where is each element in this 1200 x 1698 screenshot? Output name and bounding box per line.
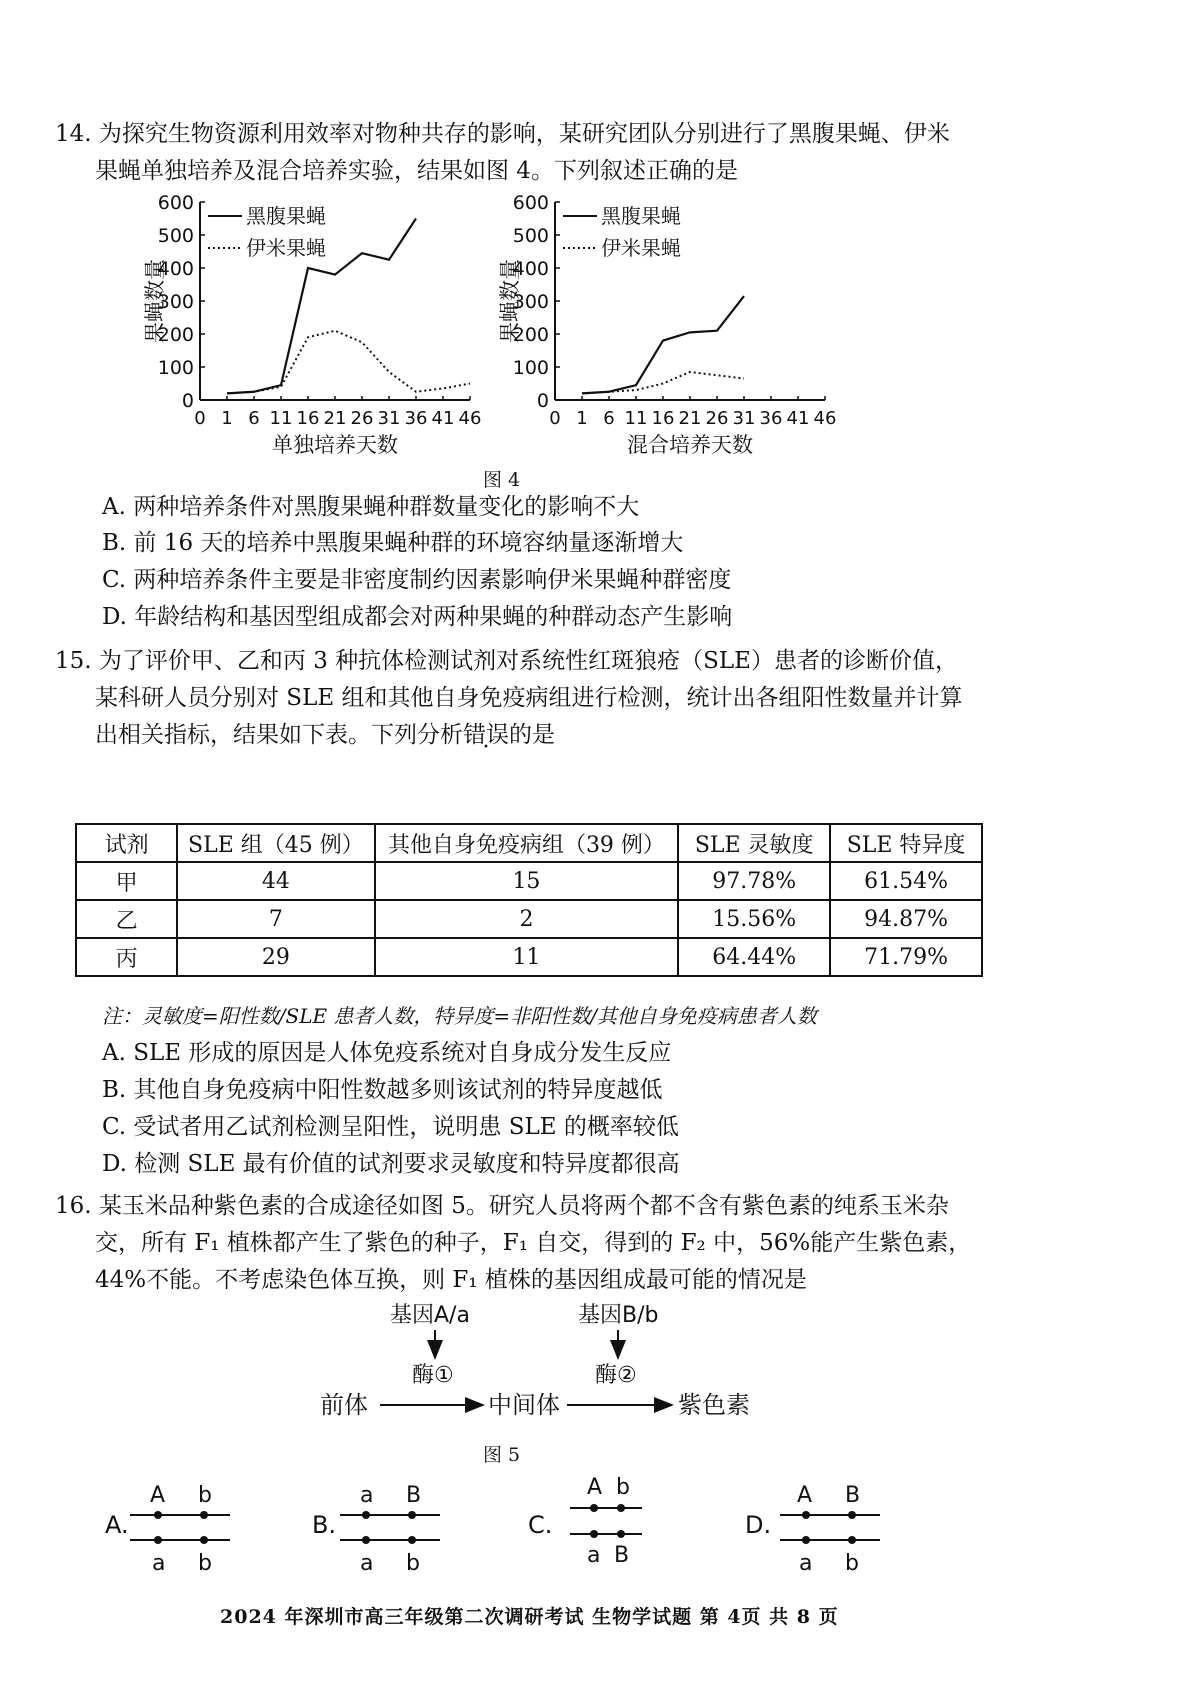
y-axis-label: 果蝇数量: [498, 259, 522, 343]
y-axis-label: 果蝇数量: [143, 259, 167, 343]
choice-a-bottom-2: b: [198, 1551, 212, 1576]
table-header: SLE 特异度: [830, 824, 982, 862]
y-tick-label: 400: [157, 258, 194, 280]
y-tick-label: 200: [157, 324, 194, 346]
chromosome-choices: [100, 1470, 960, 1580]
x-tick-label: 1: [576, 408, 588, 429]
x-tick-label: 26: [350, 408, 374, 429]
q15-stem-line2: 某科研人员分别对 SLE 组和其他自身免疫病组进行检测，统计出各组阳性数量并计算: [95, 685, 963, 711]
q14-option-a: A. 两种培养条件对黑腹果蝇种群数量变化的影响不大: [102, 494, 640, 520]
y-tick-label: 500: [512, 225, 549, 247]
choice-d-label: D.: [745, 1511, 772, 1539]
x-tick-label: 1: [221, 408, 233, 429]
q16-stem-line1: 16. 某玉米品种紫色素的合成途径如图 5。研究人员将两个都不含有紫色素的纯系玉米杂: [55, 1190, 949, 1222]
y-tick-label: 600: [512, 192, 549, 214]
table-cell: 11: [375, 938, 679, 976]
q16-stem-line3: 44%不能。不考虑染色体互换，则 F₁ 植株的基因组成最可能的情况是: [95, 1267, 807, 1293]
table-header: SLE 灵敏度: [678, 824, 830, 862]
x-tick-label: 11: [624, 408, 648, 429]
x-tick-label: 26: [705, 408, 729, 429]
y-tick-label: 0: [536, 390, 549, 412]
chart-solo-culture: [140, 190, 485, 470]
q14-stem-line2: 果蝇单独培养及混合培养实验，结果如图 4。下列叙述正确的是: [95, 158, 738, 184]
q15-option-c: C. 受试者用乙试剂检测呈阳性，说明患 SLE 的概率较低: [102, 1114, 679, 1140]
table-cell: 71.79%: [830, 938, 982, 976]
table-header: 其他自身免疫病组（39 例）: [375, 824, 679, 862]
table-cell: 94.87%: [830, 900, 982, 938]
series-line-imi: [227, 331, 470, 394]
x-tick-label: 0: [194, 408, 206, 429]
table-row: [76, 900, 982, 938]
table-cell: 7: [177, 900, 374, 938]
choice-d-top-2: B: [845, 1483, 861, 1508]
x-tick-label: 31: [377, 408, 401, 429]
y-tick-label: 100: [512, 357, 549, 379]
precursor-label: 前体: [320, 1391, 368, 1419]
choice-a-bottom-1: a: [152, 1551, 166, 1576]
table-cell: 44: [177, 862, 374, 900]
table-cell: 2: [375, 900, 679, 938]
choice-d-top-1: A: [797, 1483, 813, 1508]
x-tick-label: 36: [404, 408, 428, 429]
x-tick-label: 41: [786, 408, 810, 429]
x-tick-label: 16: [651, 408, 675, 429]
choice-c-bottom-2: B: [614, 1543, 630, 1568]
product-label: 紫色素: [678, 1391, 750, 1419]
choice-d-bottom-1: a: [799, 1551, 813, 1576]
x-axis-label: 混合培养天数: [627, 433, 753, 457]
choice-b-top-1: a: [360, 1483, 374, 1508]
legend-label: 黑腹果蝇: [601, 204, 681, 228]
y-tick-label: 100: [157, 357, 194, 379]
q15-number: 15.: [55, 648, 92, 674]
q15-option-a: A. SLE 形成的原因是人体免疫系统对自身成分发生反应: [102, 1040, 672, 1066]
q15-stem-line3: 出相关指标，结果如下表。下列分析错误的是: [95, 722, 555, 748]
series-line-imi: [582, 372, 744, 393]
emphasis-wrong: 错误: [463, 722, 509, 748]
choice-a-label: A.: [105, 1511, 129, 1539]
q14-stem-line1: 14. 为探究生物资源利用效率对物种共存的影响，某研究团队分别进行了黑腹果蝇、伊米: [55, 118, 950, 150]
x-tick-label: 21: [678, 408, 702, 429]
choice-b-bottom-2: b: [406, 1551, 420, 1576]
x-tick-label: 31: [732, 408, 756, 429]
enzyme-2-label: 酶②: [595, 1363, 637, 1388]
x-tick-label: 16: [296, 408, 320, 429]
table-cell: 15.56%: [678, 900, 830, 938]
q14-number: 14.: [55, 121, 92, 147]
page-footer: 2024 年深圳市高三年级第二次调研考试 生物学试题 第 4页 共 8 页: [220, 1606, 839, 1628]
table-header: 试剂: [76, 824, 177, 862]
gene-a-label: 基因A/a: [390, 1303, 470, 1328]
y-tick-label: 500: [157, 225, 194, 247]
table-cell: 61.54%: [830, 862, 982, 900]
table-cell: 乙: [76, 900, 177, 938]
table-cell: 97.78%: [678, 862, 830, 900]
q15-table: [75, 823, 983, 977]
table-cell: 64.44%: [678, 938, 830, 976]
choice-d-bottom-2: b: [845, 1551, 859, 1576]
gene-b-label: 基因B/b: [578, 1303, 659, 1328]
choice-c-top-2: b: [616, 1475, 630, 1500]
x-tick-label: 41: [431, 408, 455, 429]
q14-option-c: C. 两种培养条件主要是非密度制约因素影响伊米果蝇种群密度: [102, 567, 732, 593]
legend-label: 伊米果蝇: [246, 236, 326, 260]
q15-option-b: B. 其他自身免疫病中阳性数越多则该试剂的特异度越低: [102, 1077, 663, 1103]
pathway-diagram: [320, 1300, 760, 1430]
choice-c-top-1: A: [587, 1475, 603, 1500]
choice-b-top-2: B: [406, 1483, 422, 1508]
x-tick-label: 6: [603, 408, 615, 429]
q16-stem-line2: 交，所有 F₁ 植株都产生了紫色的种子，F₁ 自交，得到的 F₂ 中，56%能产生紫色素，: [95, 1230, 972, 1256]
table-header: SLE 组（45 例）: [177, 824, 374, 862]
q14-option-d: D. 年龄结构和基因型组成都会对两种果蝇的种群动态产生影响: [102, 604, 733, 630]
enzyme-1-label: 酶①: [412, 1363, 454, 1388]
choice-b-label: B.: [312, 1511, 337, 1539]
x-tick-label: 6: [248, 408, 260, 429]
x-tick-label: 21: [323, 408, 347, 429]
table-header-row: [76, 824, 982, 862]
x-tick-label: 0: [549, 408, 561, 429]
choice-c-label: C.: [528, 1511, 553, 1539]
y-tick-label: 600: [157, 192, 194, 214]
q15-stem-line1: 15. 为了评价甲、乙和丙 3 种抗体检测试剂对系统性红斑狼疮（SLE）患者的诊断价值，: [55, 645, 958, 677]
y-tick-label: 200: [512, 324, 549, 346]
y-tick-label: 0: [181, 390, 194, 412]
x-tick-label: 11: [269, 408, 293, 429]
table-cell: 甲: [76, 862, 177, 900]
choice-c-bottom-1: a: [587, 1543, 601, 1568]
series-line-black-bellied: [582, 296, 744, 393]
figure-5-caption: 图 5: [483, 1444, 521, 1466]
table-cell: 15: [375, 862, 679, 900]
intermediate-label: 中间体: [488, 1391, 560, 1419]
legend-label: 黑腹果蝇: [246, 204, 326, 228]
choice-b-bottom-1: a: [360, 1551, 374, 1576]
x-axis-label: 单独培养天数: [272, 433, 398, 457]
choice-a-top-1: A: [150, 1483, 166, 1508]
q14-option-b: B. 前 16 天的培养中黑腹果蝇种群的环境容纳量逐渐增大: [102, 530, 684, 556]
choice-a-top-2: b: [198, 1483, 212, 1508]
q15-table-note: 注：灵敏度=阳性数/SLE 患者人数，特异度=非阳性数/其他自身免疫病患者人数: [102, 1004, 817, 1028]
legend-label: 伊米果蝇: [601, 236, 681, 260]
table-cell: 29: [177, 938, 374, 976]
x-tick-label: 46: [813, 408, 837, 429]
chart-mixed-culture: [495, 190, 840, 470]
q16-number: 16.: [55, 1193, 92, 1219]
table-cell: 丙: [76, 938, 177, 976]
y-tick-label: 300: [512, 291, 549, 313]
x-tick-label: 46: [458, 408, 482, 429]
figure-4-caption: 图 4: [483, 469, 521, 491]
y-tick-label: 400: [512, 258, 549, 280]
x-tick-label: 36: [759, 408, 783, 429]
y-tick-label: 300: [157, 291, 194, 313]
table-row: [76, 862, 982, 900]
q15-option-d: D. 检测 SLE 最有价值的试剂要求灵敏度和特异度都很高: [102, 1151, 680, 1177]
table-row: [76, 938, 982, 976]
